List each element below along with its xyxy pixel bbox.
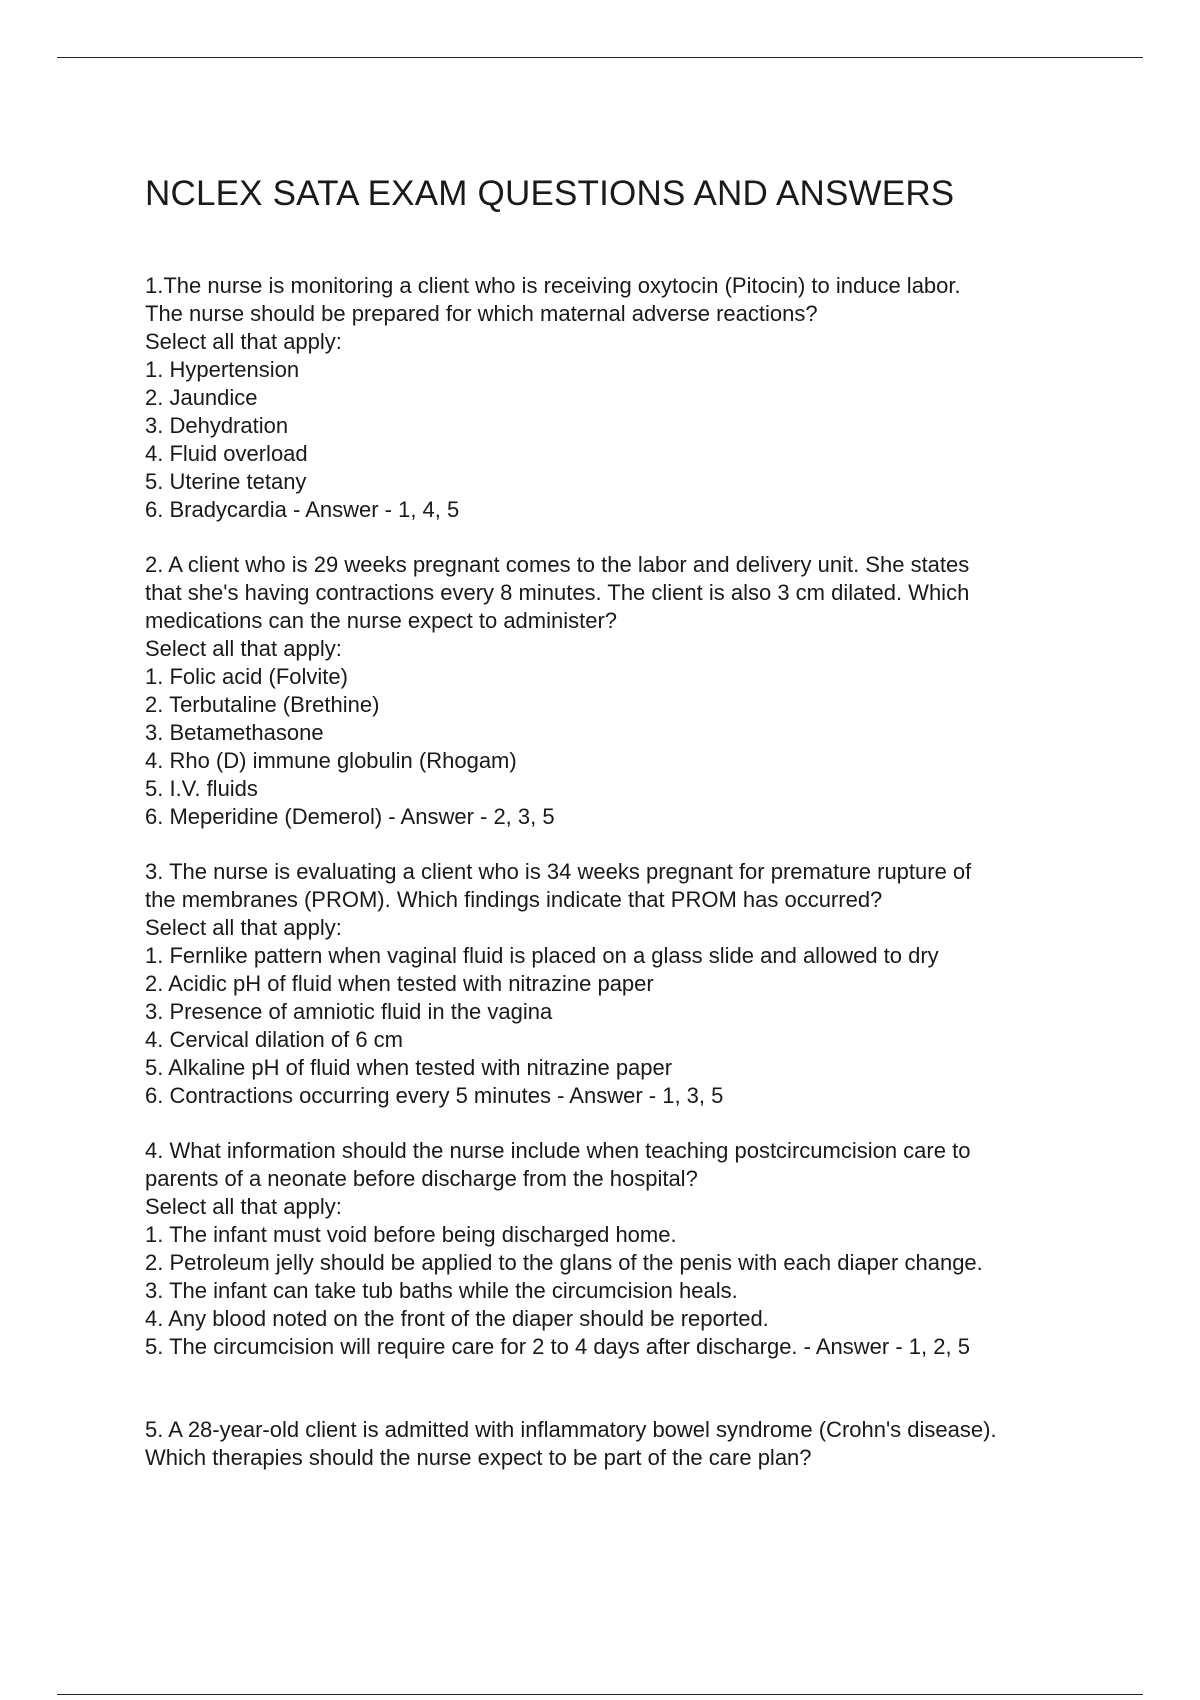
answer-option: 2. Jaundice (145, 385, 258, 410)
answer-option: 5. Uterine tetany (145, 469, 307, 494)
answer-option-with-key: 6. Contractions occurring every 5 minutes - Answer - 1, 3, 5 (145, 1083, 724, 1108)
answer-option: 4. Cervical dilation of 6 cm (145, 1027, 403, 1052)
question-stem-line: 4. What information should the nurse include when teaching postcircumcision care to (145, 1138, 971, 1163)
question-stem-line: 2. A client who is 29 weeks pregnant comes to the labor and delivery unit. She states (145, 552, 970, 577)
answer-option: 2. Terbutaline (Brethine) (145, 692, 380, 717)
answer-option: 1. Folic acid (Folvite) (145, 664, 348, 689)
question-stem-line: that she's having contractions every 8 minutes. The client is also 3 cm dilated. Which (145, 580, 970, 605)
answer-option: 3. Presence of amniotic fluid in the vagina (145, 999, 553, 1024)
answer-option: 2. Petroleum jelly should be applied to the glans of the penis with each diaper change. (145, 1250, 983, 1275)
select-all-instruction: Select all that apply: (145, 636, 342, 661)
question-stem-line: 3. The nurse is evaluating a client who is 34 weeks pregnant for premature rupture of (145, 859, 972, 884)
select-all-instruction: Select all that apply: (145, 915, 342, 940)
answer-option: 4. Fluid overload (145, 441, 308, 466)
question-stem-line: the membranes (PROM). Which findings indicate that PROM has occurred? (145, 887, 883, 912)
select-all-instruction: Select all that apply: (145, 329, 342, 354)
question-4 (145, 1137, 1145, 1361)
answer-option: 3. The infant can take tub baths while the circumcision heals. (145, 1278, 738, 1303)
question-stem-line: medications can the nurse expect to administer? (145, 608, 618, 633)
answer-option: 4. Any blood noted on the front of the diaper should be reported. (145, 1306, 769, 1331)
answer-option: 5. I.V. fluids (145, 776, 258, 801)
answer-option: 4. Rho (D) immune globulin (Rhogam) (145, 748, 517, 773)
answer-option: 3. Betamethasone (145, 720, 324, 745)
answer-option-with-key: 6. Meperidine (Demerol) - Answer - 2, 3, 5 (145, 804, 555, 829)
question-5 (145, 1416, 1145, 1472)
answer-option-with-key: 6. Bradycardia - Answer - 1, 4, 5 (145, 497, 460, 522)
answer-option: 5. Alkaline pH of fluid when tested with nitrazine paper (145, 1055, 673, 1080)
answer-option: 3. Dehydration (145, 413, 289, 438)
top-rule (57, 57, 1143, 58)
page-title: NCLEX SATA EXAM QUESTIONS AND ANSWERS (145, 174, 955, 213)
answer-option: 1. Fernlike pattern when vaginal fluid is placed on a glass slide and allowed to dry (145, 943, 939, 968)
bottom-rule (57, 1694, 1143, 1695)
question-stem-line: The nurse should be prepared for which maternal adverse reactions? (145, 301, 818, 326)
question-stem-line: 5. A 28-year-old client is admitted with inflammatory bowel syndrome (Crohn's disease). (145, 1417, 997, 1442)
answer-option: 1. The infant must void before being discharged home. (145, 1222, 677, 1247)
question-1 (145, 272, 1145, 524)
question-3 (145, 858, 1145, 1110)
answer-option: 2. Acidic pH of fluid when tested with nitrazine paper (145, 971, 654, 996)
question-stem-line: 1.The nurse is monitoring a client who is receiving oxytocin (Pitocin) to induce labor. (145, 273, 961, 298)
answer-option-with-key: 5. The circumcision will require care for 2 to 4 days after discharge. - Answer - 1, 2, 5 (145, 1334, 970, 1359)
question-stem-line: Which therapies should the nurse expect to be part of the care plan? (145, 1445, 812, 1470)
answer-option: 1. Hypertension (145, 357, 300, 382)
select-all-instruction: Select all that apply: (145, 1194, 342, 1219)
question-2 (145, 551, 1145, 831)
question-stem-line: parents of a neonate before discharge from the hospital? (145, 1166, 698, 1191)
